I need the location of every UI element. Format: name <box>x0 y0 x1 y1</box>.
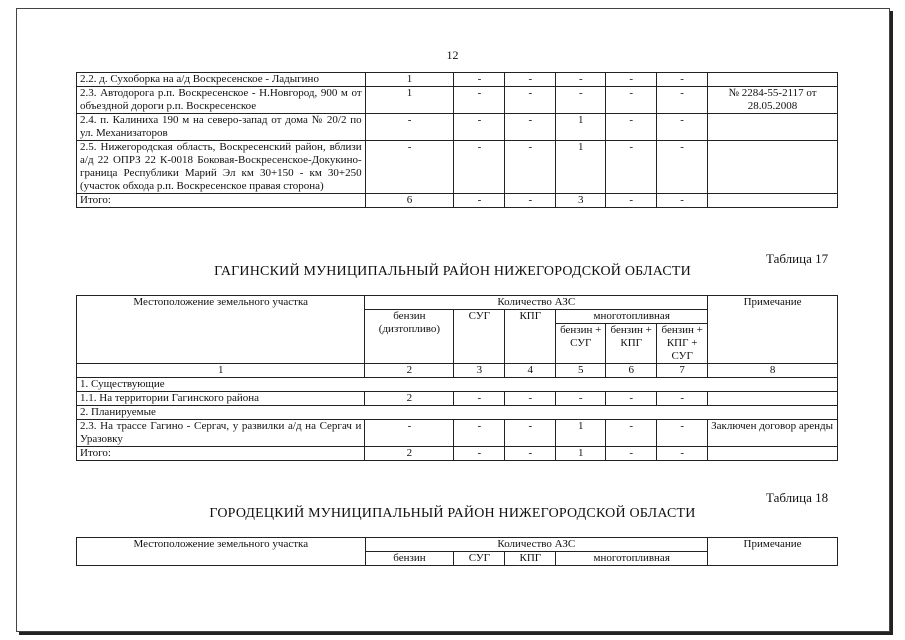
location-cell: Итого: <box>77 194 366 208</box>
table-row <box>77 141 838 194</box>
table-16 <box>76 72 838 208</box>
value-cell: - <box>657 141 708 194</box>
value-cell: - <box>606 194 657 208</box>
value-cell: - <box>365 141 454 194</box>
section-label: 1. Существующие <box>77 378 838 392</box>
value-cell: - <box>505 194 556 208</box>
header-multifuel: многотопливная <box>556 552 708 566</box>
value-cell: - <box>657 392 708 406</box>
value-cell: - <box>454 194 505 208</box>
value-cell: 2 <box>365 392 454 406</box>
section-row <box>77 378 838 392</box>
value-cell: - <box>454 73 505 87</box>
value-cell: - <box>505 141 556 194</box>
header-multifuel: многотопливная <box>556 310 708 324</box>
value-cell: 3 <box>556 194 606 208</box>
table-row <box>77 392 838 406</box>
section-heading: ГАГИНСКИЙ МУНИЦИПАЛЬНЫЙ РАЙОН НИЖЕГОРОДСКОЙ ОБЛАСТИ <box>214 264 691 279</box>
note-cell <box>708 73 838 87</box>
value-cell: - <box>556 87 606 114</box>
location-cell: Итого: <box>77 447 365 461</box>
column-number: 2 <box>365 364 454 378</box>
location-cell: 2.5. Нижегородская область, Воскресенский район, вблизи а/д 22 ОПРЗ 22 К-0018 Боковая-Воскресенское-Докукино- граница Республики Марий Эл км 30+150 - км 30+250 (участок обхода р.п. Воскресенское правая сторона) <box>77 141 366 194</box>
value-cell: - <box>454 392 505 406</box>
table-row <box>77 114 838 141</box>
value-cell: 1 <box>556 420 606 447</box>
header-sug: СУГ <box>454 310 505 364</box>
value-cell: - <box>606 420 657 447</box>
value-cell: - <box>606 114 657 141</box>
value-cell: - <box>454 87 505 114</box>
location-cell: 2.3. Автодорога р.п. Воскресенское - Н.Новгород, 900 м от объездной дороги р.п. Воскресенское <box>77 87 366 114</box>
section-heading: ГОРОДЕЦКИЙ МУНИЦИПАЛЬНЫЙ РАЙОН НИЖЕГОРОДСКОЙ ОБЛАСТИ <box>209 506 696 521</box>
value-cell: - <box>505 420 556 447</box>
value-cell: - <box>505 73 556 87</box>
header-benzin: бензин (дизтопливо) <box>365 310 454 364</box>
table-total-row <box>77 447 838 461</box>
table-caption: Таблица 17 <box>766 251 829 266</box>
value-cell: 1 <box>556 141 606 194</box>
header-location: Местоположение земельного участка <box>77 538 366 566</box>
location-cell: 2.4. п. Калиниха 190 м на северо-запад от дома № 20/2 по ул. Механизаторов <box>77 114 366 141</box>
header-sug: СУГ <box>454 552 505 566</box>
table-17 <box>76 295 838 461</box>
value-cell: - <box>454 447 505 461</box>
header-benzin-sug: бензин + СУГ <box>556 324 606 364</box>
table-row <box>77 87 838 114</box>
header-note: Примечание <box>708 296 838 364</box>
value-cell: - <box>505 114 556 141</box>
table-total-row <box>77 194 838 208</box>
note-cell <box>708 194 838 208</box>
header-benzin-kpg-sug: бензин + КПГ + СУГ <box>657 324 708 364</box>
value-cell: - <box>365 420 454 447</box>
location-cell: 2.3. На трассе Гагино - Сергач, у развилки а/д на Сергач и Уразовку <box>77 420 365 447</box>
value-cell: 1 <box>556 447 606 461</box>
value-cell: - <box>556 73 606 87</box>
value-cell: - <box>657 73 708 87</box>
value-cell: - <box>454 114 505 141</box>
section-label: 2. Планируемые <box>77 406 838 420</box>
header-benzin-kpg: бензин + КПГ <box>606 324 657 364</box>
location-cell: 1.1. На территории Гагинского района <box>77 392 365 406</box>
location-cell: 2.2. д. Сухоборка на а/д Воскресенское - Ладыгино <box>77 73 366 87</box>
value-cell: - <box>454 141 505 194</box>
page-number: 12 <box>446 48 459 62</box>
header-note: Примечание <box>708 538 838 566</box>
value-cell: - <box>657 87 708 114</box>
value-cell: - <box>606 87 657 114</box>
value-cell: 1 <box>365 87 454 114</box>
note-cell <box>708 392 838 406</box>
value-cell: - <box>606 447 657 461</box>
value-cell: - <box>505 87 556 114</box>
column-number: 5 <box>556 364 606 378</box>
column-number: 7 <box>657 364 708 378</box>
value-cell: - <box>454 420 505 447</box>
note-cell <box>708 114 838 141</box>
value-cell: - <box>657 447 708 461</box>
column-number: 6 <box>606 364 657 378</box>
column-number: 3 <box>454 364 505 378</box>
header-kpg: КПГ <box>505 552 556 566</box>
value-cell: - <box>556 392 606 406</box>
value-cell: - <box>505 392 556 406</box>
column-number: 4 <box>505 364 556 378</box>
value-cell: - <box>657 114 708 141</box>
header-count: Количество АЗС <box>365 296 708 310</box>
table-caption: Таблица 18 <box>766 490 829 505</box>
note-cell: Заключен договор аренды <box>708 420 838 447</box>
table-row <box>77 420 838 447</box>
note-cell <box>708 447 838 461</box>
section-row <box>77 406 838 420</box>
value-cell: - <box>365 114 454 141</box>
note-cell <box>708 141 838 194</box>
value-cell: - <box>606 392 657 406</box>
header-count: Количество АЗС <box>365 538 708 552</box>
value-cell: - <box>657 420 708 447</box>
column-number: 8 <box>708 364 838 378</box>
header-benzin: бензин <box>365 552 454 566</box>
value-cell: - <box>606 73 657 87</box>
value-cell: 6 <box>365 194 454 208</box>
value-cell: 1 <box>556 114 606 141</box>
value-cell: - <box>606 141 657 194</box>
table-row <box>77 73 838 87</box>
column-number: 1 <box>77 364 365 378</box>
header-kpg: КПГ <box>505 310 556 364</box>
value-cell: 1 <box>365 73 454 87</box>
value-cell: - <box>505 447 556 461</box>
column-number-row <box>77 364 838 378</box>
table-18 <box>76 537 838 566</box>
header-location: Местоположение земельного участка <box>77 296 365 364</box>
value-cell: - <box>657 194 708 208</box>
value-cell: 2 <box>365 447 454 461</box>
note-cell: № 2284-55-2117 от 28.05.2008 <box>708 87 838 114</box>
